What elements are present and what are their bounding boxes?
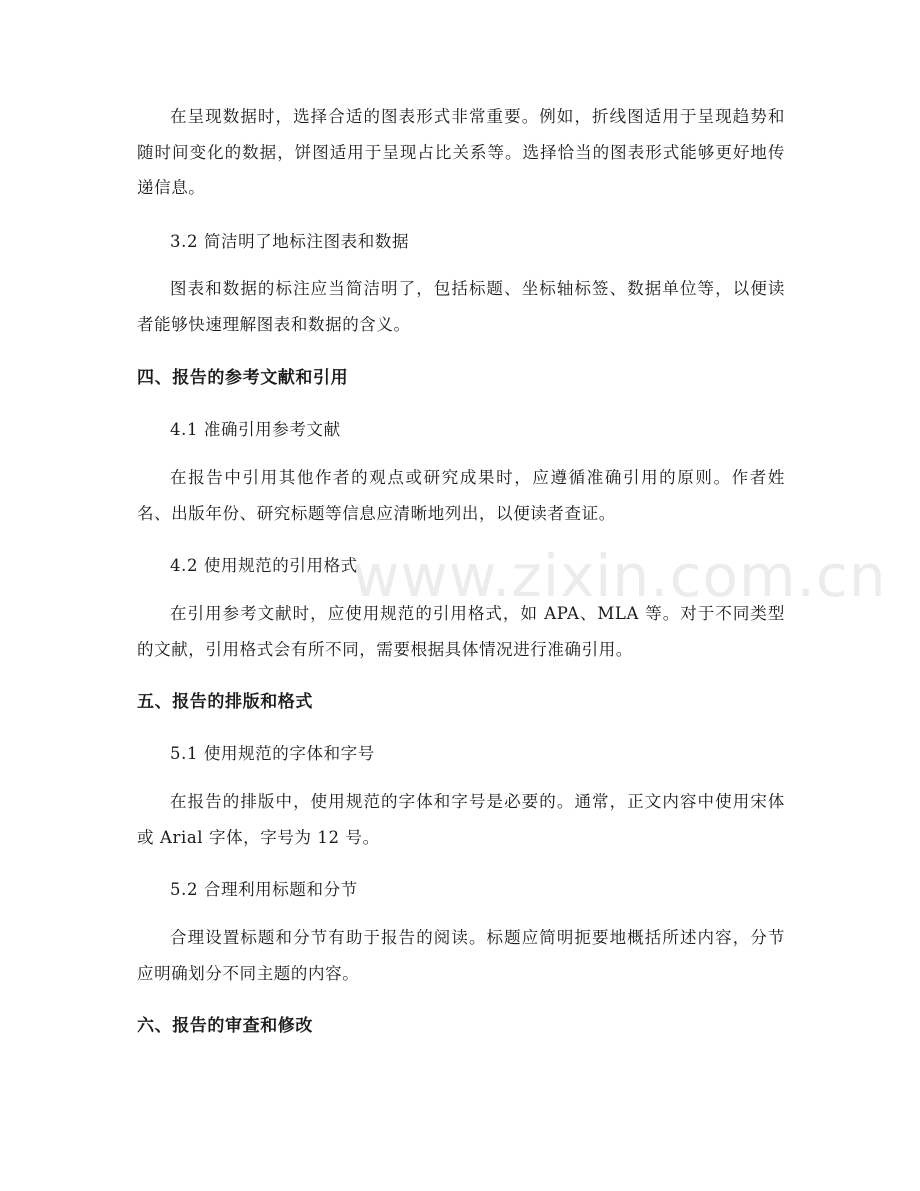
paragraph-citation-format: 在引用参考文献时，应使用规范的引用格式，如 APA、MLA 等。对于不同类型的文献，引用格式会有所不同，需要根据具体情况进行准确引用。 [137, 604, 785, 659]
heading-section-6: 六、报告的审查和修改 [137, 1016, 313, 1036]
subheading-5-1: 5.1 使用规范的字体和字号 [170, 744, 375, 763]
watermark: www.zixin.com.cn [352, 542, 887, 610]
subheading-3-2: 3.2 简洁明了地标注图表和数据 [170, 232, 410, 251]
heading-section-5: 五、报告的排版和格式 [137, 692, 313, 712]
paragraph-font-size: 在报告的排版中，使用规范的字体和字号是必要的。通常，正文内容中使用宋体或 Arial 字体，字号为 12 号。 [137, 792, 785, 847]
paragraph-accurate-citation: 在报告中引用其他作者的观点或研究成果时，应遵循准确引用的原则。作者姓名、出版年份、研究标题等信息应清晰地列出，以便读者查证。 [137, 468, 785, 523]
paragraph-headings-sections: 合理设置标题和分节有助于报告的阅读。标题应简明扼要地概括所述内容，分节应明确划分不同主题的内容。 [137, 928, 785, 983]
subheading-4-2: 4.2 使用规范的引用格式 [170, 556, 358, 575]
paragraph-chart-selection: 在呈现数据时，选择合适的图表形式非常重要。例如，折线图适用于呈现趋势和随时间变化的数据，饼图适用于呈现占比关系等。选择恰当的图表形式能够更好地传递信息。 [137, 107, 785, 197]
subheading-5-2: 5.2 合理利用标题和分节 [170, 880, 358, 899]
paragraph-chart-labeling: 图表和数据的标注应当简洁明了，包括标题、坐标轴标签、数据单位等，以便读者能够快速理解图表和数据的含义。 [137, 279, 785, 334]
heading-section-4: 四、报告的参考文献和引用 [137, 368, 349, 388]
subheading-4-1: 4.1 准确引用参考文献 [170, 420, 341, 439]
